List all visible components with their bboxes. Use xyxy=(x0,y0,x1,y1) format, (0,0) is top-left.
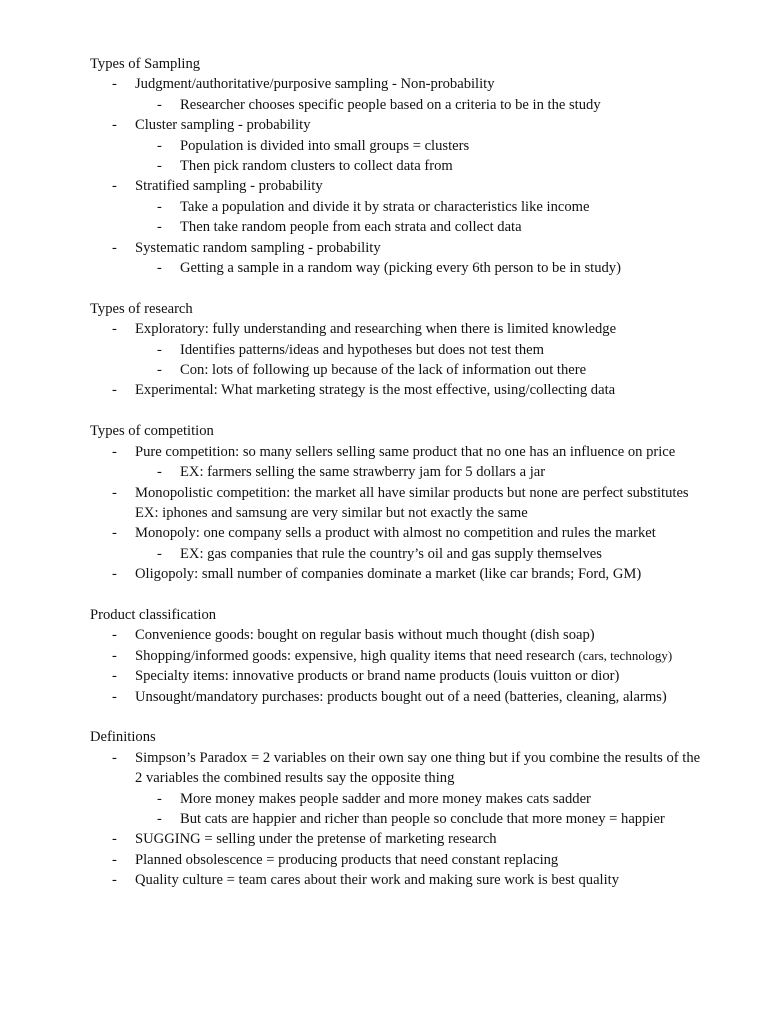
bullet-list xyxy=(90,748,710,891)
sub-list-item-text: Getting a sample in a random way (picking every 6th person to be in study) xyxy=(180,260,621,277)
bullet-dash: - xyxy=(157,810,162,827)
list-item xyxy=(90,74,710,115)
bullet-list xyxy=(90,442,710,585)
bullet-dash: - xyxy=(112,178,117,195)
bullet-list xyxy=(90,625,710,707)
list-item-text: Oligopoly: small number of companies dominate a market (like car brands; Ford, GM) xyxy=(135,566,642,583)
sub-list-item xyxy=(135,789,710,809)
sub-list-item xyxy=(135,544,710,564)
bullet-dash: - xyxy=(112,239,117,256)
document-body xyxy=(90,54,710,911)
list-item xyxy=(90,625,710,645)
bullet-dash: - xyxy=(157,158,162,175)
section-heading: Types of research xyxy=(90,300,193,317)
sub-bullet-list xyxy=(135,258,710,278)
bullet-dash: - xyxy=(112,76,117,93)
section xyxy=(90,299,710,401)
bullet-list xyxy=(90,319,710,401)
sub-list-item xyxy=(135,809,710,829)
bullet-dash: - xyxy=(112,668,117,685)
sub-list-item-text: More money makes people sadder and more money makes cats sadder xyxy=(180,790,591,807)
sub-list-item-text: Then pick random clusters to collect data from xyxy=(180,158,453,175)
list-item-text: Judgment/authoritative/purposive sampling - Non-probability xyxy=(135,76,495,93)
bullet-dash: - xyxy=(112,117,117,134)
list-item-text: Convenience goods: bought on regular basis without much thought (dish soap) xyxy=(135,627,595,644)
sub-list-item-text: Take a population and divide it by strata or characteristics like income xyxy=(180,198,590,215)
bullet-dash: - xyxy=(157,198,162,215)
bullet-dash: - xyxy=(112,872,117,889)
list-item-text: Unsought/mandatory purchases: products bought out of a need (batteries, cleaning, alarms) xyxy=(135,688,667,705)
section xyxy=(90,421,710,584)
section-heading: Definitions xyxy=(90,729,156,746)
list-item xyxy=(90,523,710,564)
sub-list-item-text: Researcher chooses specific people based on a criteria to be in the study xyxy=(180,96,601,113)
list-item-text: Systematic random sampling - probability xyxy=(135,239,381,256)
list-item-text: Stratified sampling - probability xyxy=(135,178,323,195)
list-item xyxy=(90,829,710,849)
list-item xyxy=(90,238,710,279)
sub-bullet-list xyxy=(135,544,710,564)
list-item xyxy=(90,687,710,707)
sub-bullet-list xyxy=(135,197,710,238)
list-item-text: Shopping/informed goods: expensive, high quality items that need research xyxy=(135,647,579,664)
list-item xyxy=(90,666,710,686)
section-heading: Product classification xyxy=(90,606,217,623)
sub-list-item xyxy=(135,156,710,176)
bullet-dash: - xyxy=(112,382,117,399)
sub-bullet-list xyxy=(135,95,710,115)
sub-list-item-text: Then take random people from each strata and collect data xyxy=(180,219,522,236)
bullet-dash: - xyxy=(112,627,117,644)
bullet-dash: - xyxy=(112,851,117,868)
bullet-dash: - xyxy=(112,749,117,766)
sub-list-item-text: Con: lots of following up because of the lack of information out there xyxy=(180,362,587,379)
list-item-text: SUGGING = selling under the pretense of marketing research xyxy=(135,831,497,848)
sub-list-item xyxy=(135,462,710,482)
bullet-dash: - xyxy=(157,790,162,807)
sub-list-item-text: But cats are happier and richer than people so conclude that more money = happier xyxy=(180,810,665,827)
sub-bullet-list xyxy=(135,462,710,482)
bullet-dash: - xyxy=(112,831,117,848)
list-item-text: Specialty items: innovative products or brand name products (louis vuitton or dior) xyxy=(135,668,620,685)
list-item xyxy=(90,748,710,830)
sub-list-item xyxy=(135,360,710,380)
list-item xyxy=(90,115,710,176)
bullet-list xyxy=(90,74,710,278)
list-item xyxy=(90,442,710,483)
section-heading: Types of competition xyxy=(90,423,214,440)
section-heading: Types of Sampling xyxy=(90,56,201,72)
sub-list-item xyxy=(135,217,710,237)
bullet-dash: - xyxy=(157,545,162,562)
list-item-text: Quality culture = team cares about their work and making sure work is best quality xyxy=(135,872,620,889)
bullet-dash: - xyxy=(157,362,162,379)
list-item xyxy=(90,564,710,584)
bullet-dash: - xyxy=(112,566,117,583)
sub-list-item xyxy=(135,136,710,156)
sub-list-item xyxy=(135,197,710,217)
bullet-dash: - xyxy=(112,688,117,705)
list-item-text: Cluster sampling - probability xyxy=(135,117,311,134)
list-item xyxy=(90,870,710,890)
list-item xyxy=(90,176,710,237)
list-item xyxy=(90,483,710,524)
list-item xyxy=(90,850,710,870)
bullet-dash: - xyxy=(112,443,117,460)
list-item xyxy=(90,319,710,380)
bullet-dash: - xyxy=(157,96,162,113)
list-item-text: Pure competition: so many sellers selling same product that no one has an influence on price xyxy=(135,443,676,460)
sub-bullet-list xyxy=(135,136,710,177)
list-item-text: Planned obsolescence = producing products that need constant replacing xyxy=(135,851,559,868)
bullet-dash: - xyxy=(157,341,162,358)
sub-list-item xyxy=(135,258,710,278)
list-item-text: Monopoly: one company sells a product with almost no competition and rules the market xyxy=(135,525,656,542)
sub-list-item-text: EX: farmers selling the same strawberry jam for 5 dollars a jar xyxy=(180,464,546,481)
list-item xyxy=(90,646,710,666)
sub-list-item xyxy=(135,95,710,115)
sub-list-item-text: Population is divided into small groups = clusters xyxy=(180,137,470,154)
section xyxy=(90,605,710,707)
bullet-dash: - xyxy=(157,137,162,154)
bullet-dash: - xyxy=(157,219,162,236)
bullet-dash: - xyxy=(112,647,117,664)
list-item-note: (cars, technology) xyxy=(578,647,673,663)
section xyxy=(90,727,710,890)
section xyxy=(90,54,710,278)
list-item-text: Exploratory: fully understanding and researching when there is limited knowledge xyxy=(135,321,617,338)
sub-bullet-list xyxy=(135,789,710,830)
sub-list-item xyxy=(135,340,710,360)
list-item xyxy=(90,380,710,400)
bullet-dash: - xyxy=(112,484,117,501)
bullet-dash: - xyxy=(112,321,117,338)
list-item-text: Experimental: What marketing strategy is the most effective, using/collecting data xyxy=(135,382,616,399)
list-item-text: Monopolistic competition: the market all have similar products but none are perfect substitutes EX: iphones and samsung are very similar but not exactly the same xyxy=(135,484,689,521)
bullet-dash: - xyxy=(157,260,162,277)
bullet-dash: - xyxy=(112,525,117,542)
sub-list-item-text: EX: gas companies that rule the country’s oil and gas supply themselves xyxy=(180,545,602,562)
sub-bullet-list xyxy=(135,340,710,381)
list-item-text: Simpson’s Paradox = 2 variables on their own say one thing but if you combine the results of the 2 variables the combined results say the opposite thing xyxy=(135,749,701,787)
sub-list-item-text: Identifies patterns/ideas and hypotheses but does not test them xyxy=(180,341,544,358)
bullet-dash: - xyxy=(157,464,162,481)
